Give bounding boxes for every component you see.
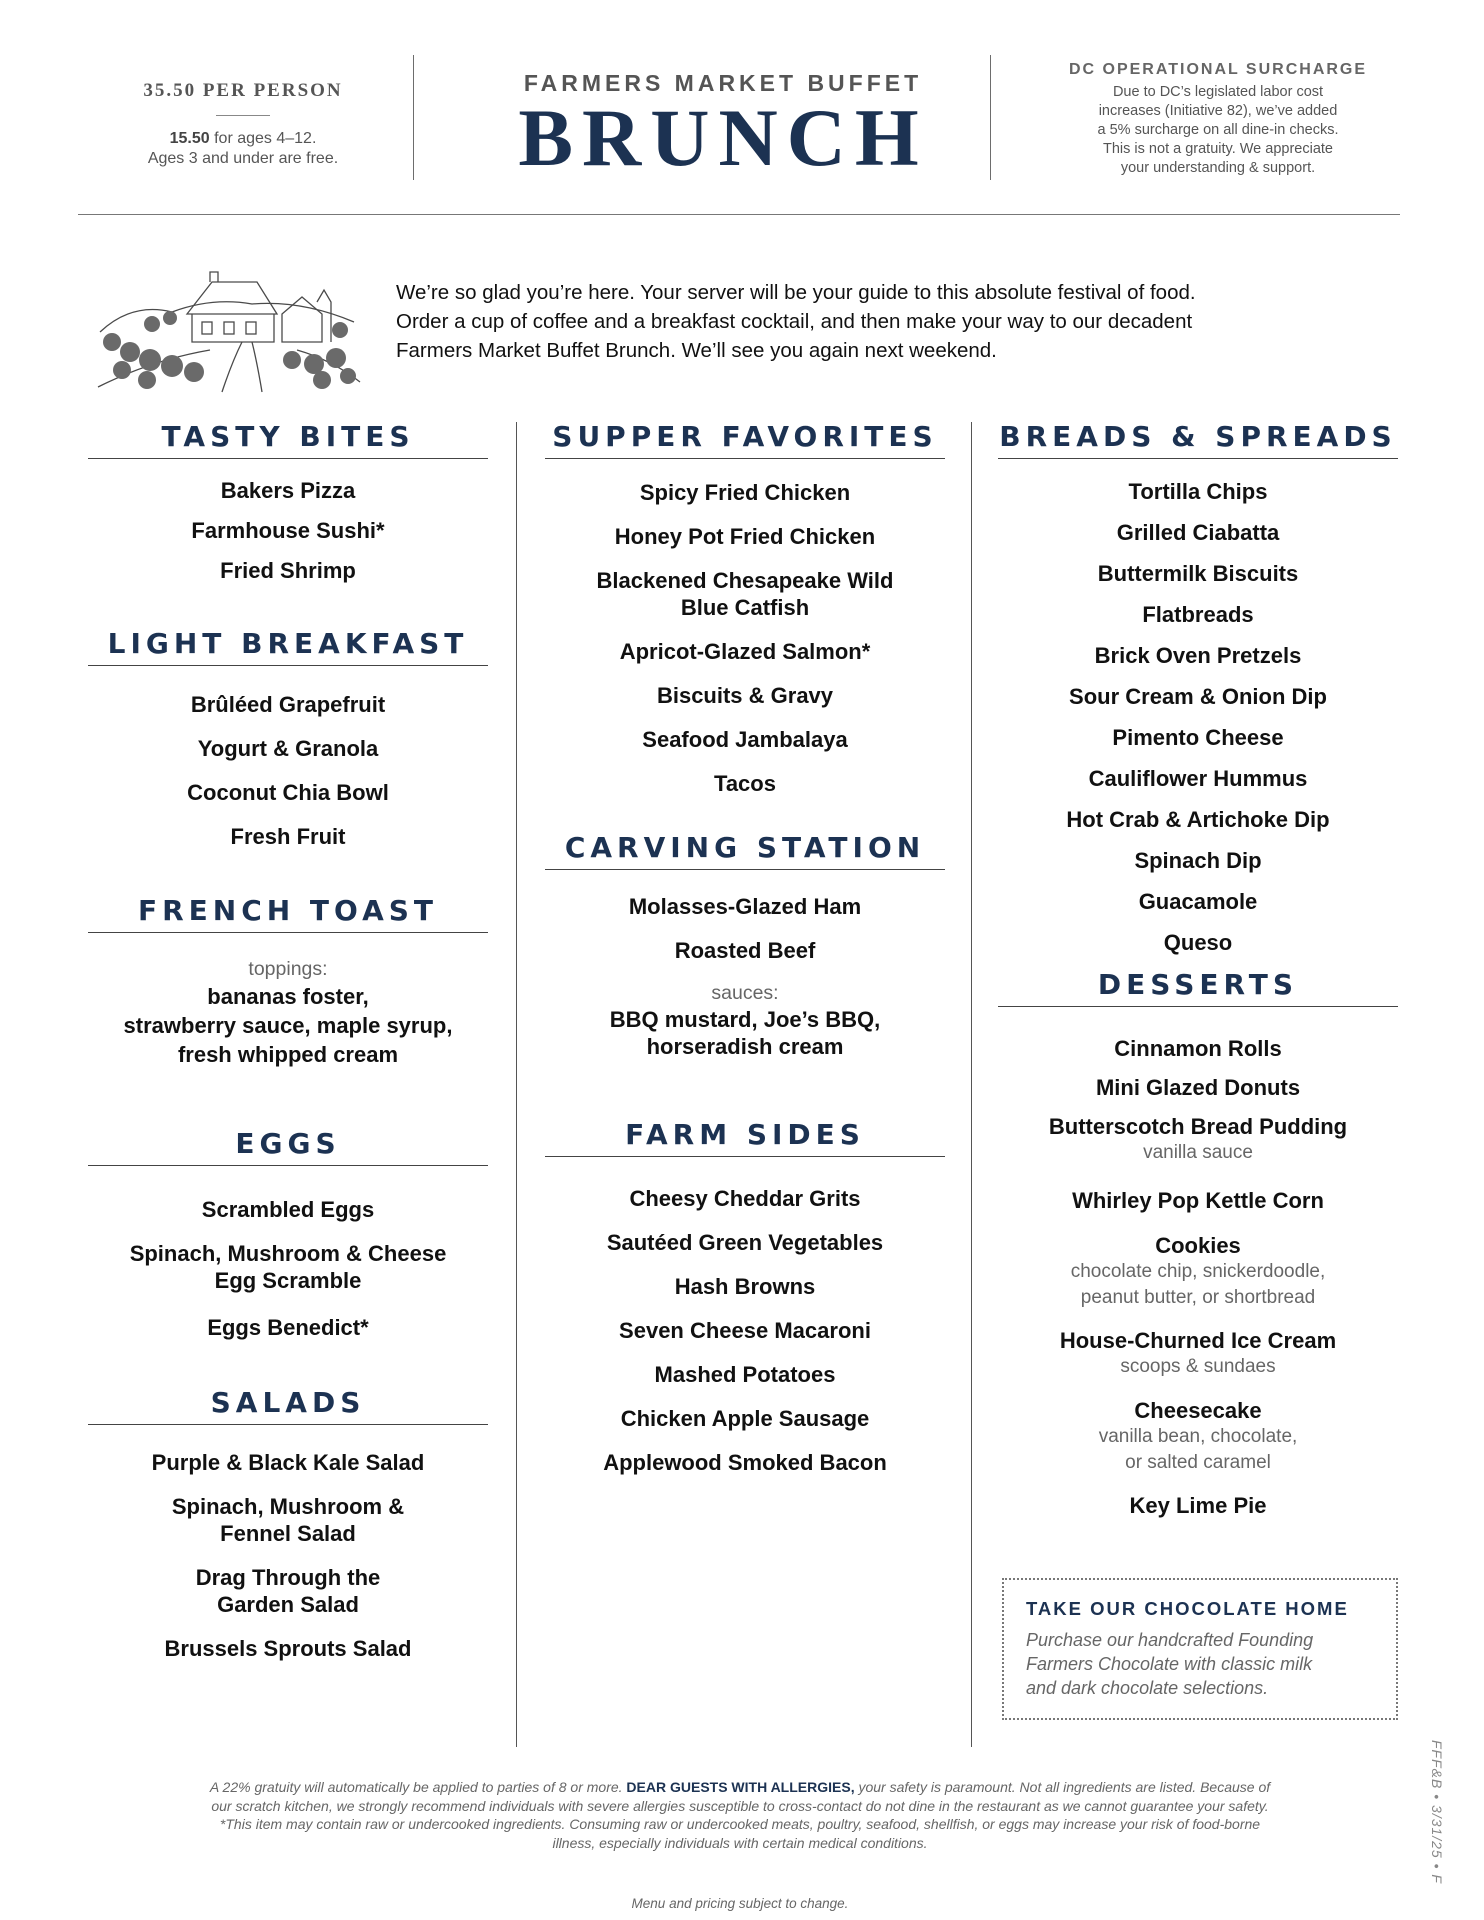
menu-item: Spinach, Mushroom &	[171, 1494, 405, 1519]
pricing-note: Menu and pricing subject to change.	[631, 1896, 849, 1911]
allergy-label: DEAR GUESTS WITH ALLERGIES,	[626, 1779, 855, 1795]
item-note: vanilla bean, chocolate,	[1098, 1426, 1298, 1447]
menu-item: Biscuits & Gravy	[656, 683, 834, 708]
section-title-salads: SALADS	[88, 1386, 488, 1425]
farm-sides-list	[545, 1185, 945, 1476]
menu-column-3	[998, 420, 1398, 1519]
menu-item: Mashed Potatoes	[654, 1362, 836, 1387]
menu-item: Drag Through the	[195, 1565, 381, 1590]
raw-food-warning: *This item may contain raw or undercooked ingredients. Consuming raw or undercooked meats, poultry, seafood, shellfish, or eggs may increase your risk of food-borne	[219, 1816, 1261, 1832]
menu-item: Cauliflower Hummus	[1088, 766, 1308, 791]
header-divider-right	[990, 55, 991, 180]
toppings-label: toppings:	[248, 958, 328, 980]
menu-item: Chicken Apple Sausage	[620, 1406, 870, 1431]
breads-spreads-list	[998, 478, 1398, 956]
menu-item: Egg Scramble	[214, 1268, 362, 1293]
menu-item: Spinach, Mushroom & Cheese	[129, 1241, 447, 1266]
menu-item: Brussels Sprouts Salad	[164, 1636, 412, 1661]
surcharge-title: DC OPERATIONAL SURCHARGE	[1068, 61, 1368, 78]
menu-item: Key Lime Pie	[1129, 1493, 1267, 1518]
menu-item: Butterscotch Bread Pudding	[1048, 1114, 1348, 1139]
menu-item: Queso	[1163, 930, 1233, 955]
menu-item: Hash Browns	[674, 1274, 816, 1299]
menu-item: Sour Cream & Onion Dip	[1069, 684, 1327, 709]
menu-item: Fresh Fruit	[230, 824, 346, 849]
menu-item: Whirley Pop Kettle Corn	[1072, 1188, 1324, 1213]
menu-item: Seafood Jambalaya	[642, 727, 848, 752]
pricing-block	[98, 80, 388, 169]
child-free-note: Ages 3 and under are free.	[147, 150, 339, 167]
menu-item: Honey Pot Fried Chicken	[614, 524, 876, 549]
menu-item: Purple & Black Kale Salad	[151, 1450, 425, 1475]
column-divider-right	[971, 422, 972, 1747]
menu-item: Brûléed Grapefruit	[190, 692, 386, 717]
item-note: peanut butter, or shortbread	[1080, 1287, 1316, 1308]
menu-item: Guacamole	[1138, 889, 1258, 914]
farmhouse-illustration	[92, 242, 364, 394]
section-title-tasty-bites: TASTY BITES	[88, 420, 488, 459]
menu-item: Mini Glazed Donuts	[1095, 1075, 1301, 1100]
menu-item: Brick Oven Pretzels	[1094, 643, 1302, 668]
child-price: 15.50 for ages 4–12.	[169, 130, 317, 147]
section-title-light-breakfast: LIGHT BREAKFAST	[88, 627, 488, 666]
menu-item: Apricot-Glazed Salmon*	[619, 639, 871, 664]
menu-item: Blackened Chesapeake Wild	[596, 568, 894, 593]
sauce-line: horseradish cream	[646, 1034, 844, 1059]
menu-item: Coconut Chia Bowl	[187, 780, 389, 805]
menu-item: Sautéed Green Vegetables	[606, 1230, 884, 1255]
menu-column-1	[88, 420, 488, 1662]
menu-item: Yogurt & Granola	[197, 736, 379, 761]
desserts-list	[998, 1035, 1398, 1519]
menu-item: Grilled Ciabatta	[1116, 520, 1280, 545]
item-note: vanilla sauce	[1143, 1142, 1253, 1163]
menu-item: Buttermilk Biscuits	[1097, 561, 1299, 586]
menu-item: Bakers Pizza	[220, 478, 356, 503]
adult-price: 35.50 PER PERSON	[143, 80, 343, 101]
menu-item: Roasted Beef	[674, 938, 816, 963]
menu-item: Cinnamon Rolls	[1114, 1036, 1282, 1061]
section-title-eggs: EGGS	[88, 1127, 488, 1166]
menu-item: House-Churned Ice Cream	[1059, 1328, 1337, 1353]
menu-item: Farmhouse Sushi*	[191, 518, 385, 543]
menu-item: Tortilla Chips	[1128, 479, 1268, 504]
intro-text: We’re so glad you’re here. Your server will be your guide to this absolute festival of food. Order a cup of coffee and a breakfast cocktail, and then make your way to our decadent Farmers Market Buffet Brunch. We’ll see you again next weekend.	[396, 281, 1196, 362]
menu-item: Fennel Salad	[220, 1521, 356, 1546]
section-title-desserts: DESSERTS	[998, 968, 1398, 1007]
menu-item: Scrambled Eggs	[201, 1197, 375, 1222]
menu-item: Eggs Benedict*	[207, 1315, 369, 1340]
price-divider	[216, 115, 270, 116]
section-title-supper-favorites: SUPPER FAVORITES	[545, 420, 945, 459]
menu-item: Tacos	[714, 771, 776, 796]
menu-item: Fried Shrimp	[220, 558, 356, 583]
menu-item: Applewood Smoked Bacon	[603, 1450, 887, 1475]
allergy-text: your safety is paramount. Not all ingredients are listed. Because of	[858, 1779, 1271, 1795]
supper-favorites-list	[545, 479, 945, 797]
chocolate-promo-box	[1002, 1578, 1398, 1720]
menu-item: Seven Cheese Macaroni	[619, 1318, 871, 1343]
menu-item: Cookies	[1155, 1233, 1241, 1258]
menu-item: Pimento Cheese	[1112, 725, 1284, 750]
section-title-french-toast: FRENCH TOAST	[88, 894, 488, 933]
allergy-text-2: our scratch kitchen, we strongly recommend individuals with severe allergies susceptible to cross-contact do not dine in the restaurant as we cannot guarantee your safety.	[211, 1797, 1269, 1814]
section-title-farm-sides: FARM SIDES	[545, 1118, 945, 1157]
surcharge-text: Due to DC’s legislated labor cost increases (Initiative 82), we’ve added a 5% surcharge on all dine-in checks. This is not a gratuity. We appreciate your understanding & support.	[1097, 84, 1339, 176]
menu-item: Garden Salad	[217, 1592, 359, 1617]
menu-item: Blue Catfish	[680, 595, 810, 620]
chocolate-promo-text: Purchase our handcrafted Founding Farmers Chocolate with classic milk and dark chocolate selections.	[1026, 1630, 1314, 1698]
french-toast-details	[88, 956, 488, 1069]
menu-item: Cheesy Cheddar Grits	[629, 1186, 861, 1211]
section-title-carving-station: CARVING STATION	[545, 831, 945, 870]
header-divider-left	[413, 55, 414, 180]
item-note: scoops & sundaes	[1120, 1356, 1276, 1377]
menu-item: Spinach Dip	[1134, 848, 1262, 873]
menu-item: Flatbreads	[1142, 602, 1254, 627]
section-title-breads-spreads: BREADS & SPREADS	[998, 420, 1398, 459]
title-block	[438, 70, 1008, 183]
menu-item: Cheesecake	[1134, 1398, 1262, 1423]
column-divider-left	[516, 422, 517, 1747]
item-note: chocolate chip, snickerdoodle,	[1070, 1261, 1326, 1282]
menu-column-2	[545, 420, 945, 1476]
menu-title: BRUNCH	[518, 92, 928, 183]
topping-line: fresh whipped cream	[177, 1042, 399, 1067]
menu-subtitle: FARMERS MARKET BUFFET	[523, 70, 923, 96]
eggs-list	[88, 1196, 488, 1341]
surcharge-block	[1038, 61, 1398, 178]
item-note: or salted caramel	[1125, 1452, 1271, 1473]
carving-station-list	[545, 893, 945, 1060]
menu-code: FFF&B • 3/31/25 • F	[1429, 1740, 1445, 1884]
topping-line: bananas foster,	[207, 984, 369, 1009]
menu-header	[78, 55, 1398, 185]
menu-item: Molasses-Glazed Ham	[628, 894, 862, 919]
gratuity-note: A 22% gratuity will automatically be applied to parties of 8 or more.	[209, 1779, 623, 1795]
header-rule	[78, 214, 1400, 215]
raw-food-warning-2: illness, especially individuals with certain medical conditions.	[552, 1834, 928, 1851]
menu-item: Spicy Fried Chicken	[639, 480, 851, 505]
chocolate-promo-title: TAKE OUR CHOCOLATE HOME	[1026, 1598, 1349, 1619]
topping-line: strawberry sauce, maple syrup,	[123, 1013, 453, 1038]
menu-item: Hot Crab & Artichoke Dip	[1066, 807, 1330, 832]
footer-disclaimer	[90, 1778, 1390, 1852]
tasty-bites-list	[88, 477, 488, 584]
salads-list	[88, 1449, 488, 1662]
sauces-label: sauces:	[711, 982, 779, 1004]
light-breakfast-list	[88, 691, 488, 850]
sauce-line: BBQ mustard, Joe’s BBQ,	[609, 1007, 881, 1032]
